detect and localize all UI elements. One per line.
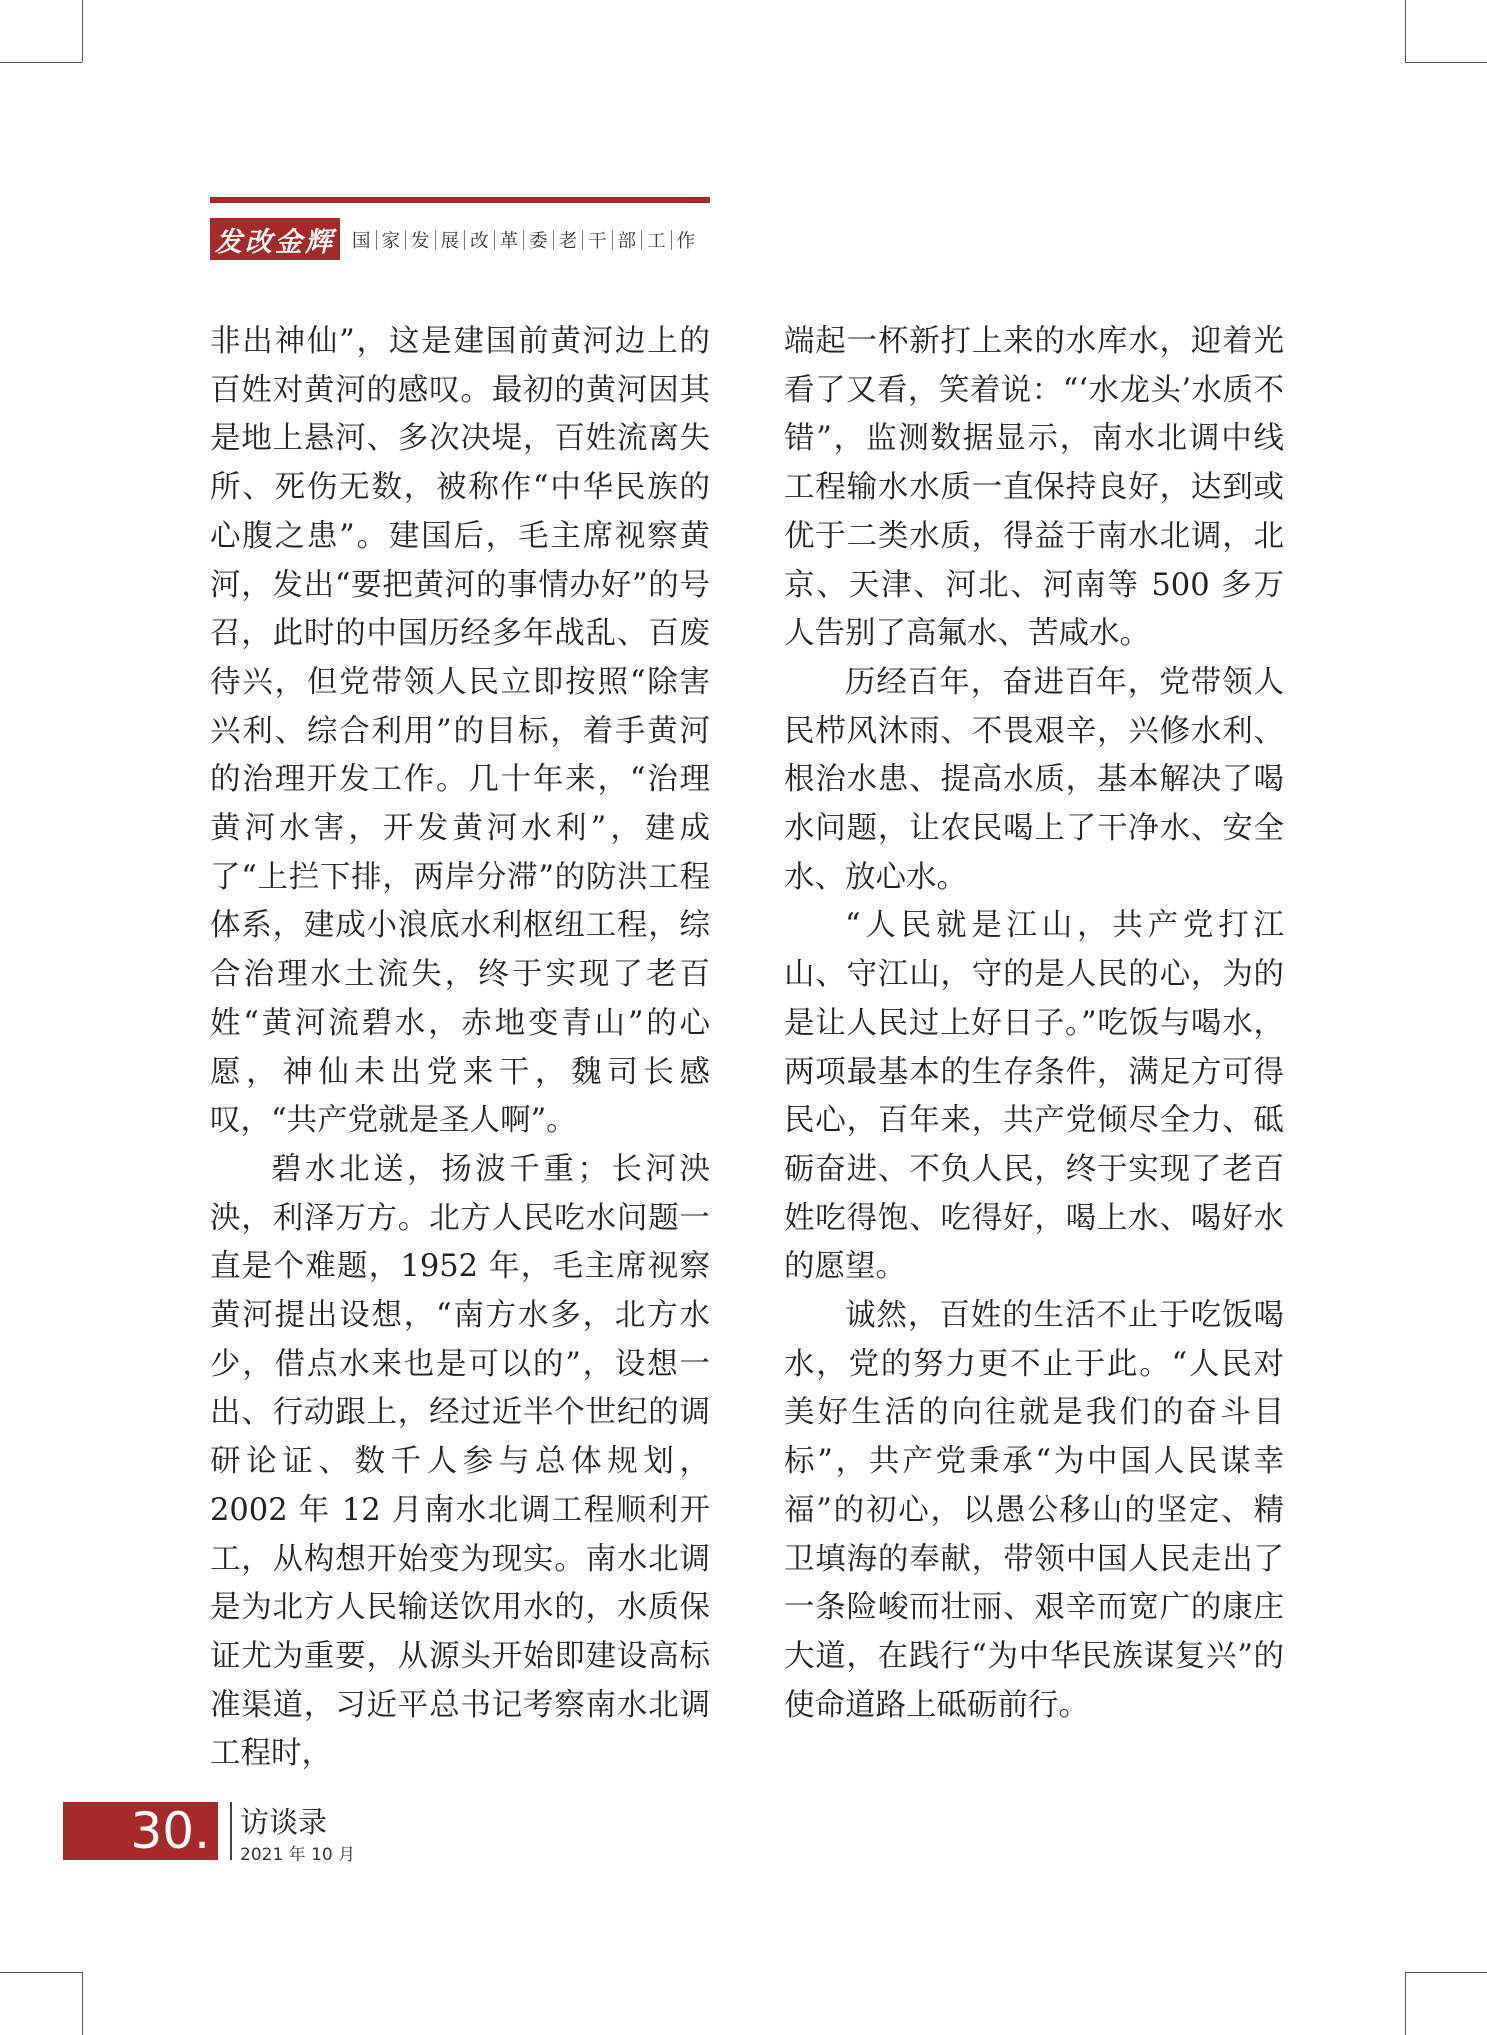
paragraph: 碧水北送，扬波千重；长河泱泱，利泽万方。北方人民吃水问题一直是个难题，1952 年，毛主席视察黄河提出设想，“南方水多，北方水少，借点水来也是可以的”，设想一出、行动跟上，经过近半个世纪的调研论证、数千人参与总体规划，2002 年 12 月南水北调工程顺利开工，从构想开始变为现实。南水北调是为北方人民输送饮用水的，水质保证尤为重要，从源头开始即建设高标准渠道，习近平总书记考察南水北调工程时， — [210, 1151, 710, 1772]
header-separator — [523, 230, 524, 250]
header-unit-char: 国 — [352, 231, 371, 252]
article-left-column — [210, 318, 710, 1779]
paragraph: 历经百年，奋进百年，党带领人民栉风沐雨、不畏艰辛，兴修水利、根治水患、提高水质，基本解决了喝水问题，让农民喝上了干净水、安全水、放心水。 — [784, 664, 1284, 895]
paragraph: 端起一杯新打上来的水库水，迎着光看了又看，笑着说：“‘水龙头’水质不错”，监测数据显示，南水北调中线工程输水水质一直保持良好，达到或优于二类水质，得益于南水北调，北京、天津、河北、河南等 500 多万人告别了高氟水、苦咸水。 — [784, 324, 1284, 652]
header-separator — [582, 230, 583, 250]
header-separator — [612, 230, 613, 250]
header-separator — [671, 230, 672, 250]
header-unit-char: 展 — [440, 231, 460, 252]
header-unit-char: 改 — [470, 231, 489, 252]
header-unit-char: 革 — [499, 231, 519, 252]
header-separator — [435, 230, 436, 250]
crop-mark — [82, 1972, 83, 2035]
header-logo: 发改金辉 — [210, 218, 340, 260]
header-separator — [641, 230, 642, 250]
header-unit-char: 部 — [617, 231, 637, 252]
crop-mark — [1405, 0, 1406, 62]
crop-mark — [0, 1972, 82, 1973]
header-unit-name — [352, 222, 695, 258]
header-unit-char: 工 — [647, 231, 666, 252]
header-unit-char: 委 — [529, 231, 548, 252]
header-separator — [464, 230, 465, 250]
header-unit-char: 作 — [676, 231, 696, 252]
paragraph: “人民就是江山，共产党打江山、守江山，守的是人民的心，为的是让人民过上好日子。”吃饭与喝水，两项最基本的生存条件，满足方可得民心，百年来，共产党倾尽全力、砥砺奋进、不负人民，终于实现了老百姓吃得饱、吃得好，喝上水、喝好水的愿望。 — [784, 908, 1284, 1285]
issue-date: 2021 年 10 月 — [240, 1845, 356, 1865]
paragraph: 诚然，百姓的生活不止于吃饭喝水，党的努力更不止于此。“人民对美好生活的向往就是我们的奋斗目标”，共产党秉承“为中国人民谋幸福”的初心，以愚公移山的坚定、精卫填海的奉献，带领中国人民走出了一条险峻而壮丽、艰辛而宽广的康庄大道，在践行“为中华民族谋复兴”的使命道路上砥砺前行。 — [784, 1298, 1284, 1723]
article-right-column — [784, 318, 1284, 1730]
header-separator — [494, 230, 495, 250]
header-unit-char: 干 — [588, 231, 607, 252]
header-unit-char: 发 — [411, 231, 430, 252]
crop-mark — [82, 0, 83, 62]
header-rule — [210, 197, 710, 203]
header-separator — [376, 230, 377, 250]
paragraph: 非出神仙”，这是建国前黄河边上的百姓对黄河的感叹。最初的黄河因其是地上悬河、多次决堤，百姓流离失所、死伤无数，被称作“中华民族的心腹之患”。建国后，毛主席视察黄河，发出“要把黄河的事情办好”的号召，此时的中国历经多年战乱、百废待兴，但党带领人民立即按照“除害兴利、综合利用”的目标，着手黄河的治理开发工作。几十年来，“治理黄河水害，开发黄河水利”，建成了“上拦下排，两岸分滞”的防洪工程体系，建成小浪底水利枢纽工程，综合治理水土流失，终于实现了老百姓“黄河流碧水，赤地变青山”的心愿，神仙未出党来干，魏司长感叹，“共产党就是圣人啊”。 — [210, 324, 710, 1139]
header-unit-char: 家 — [381, 231, 401, 252]
crop-mark — [1405, 1972, 1406, 2035]
header-separator — [553, 230, 554, 250]
folio-divider — [230, 1802, 232, 1860]
page-number: 30. — [63, 1802, 218, 1860]
crop-mark — [1405, 1972, 1487, 1973]
header-separator — [405, 230, 406, 250]
header-unit-char: 老 — [558, 231, 578, 252]
crop-mark — [0, 62, 82, 63]
section-title: 访谈录 — [240, 1805, 328, 1839]
crop-mark — [1405, 62, 1487, 63]
